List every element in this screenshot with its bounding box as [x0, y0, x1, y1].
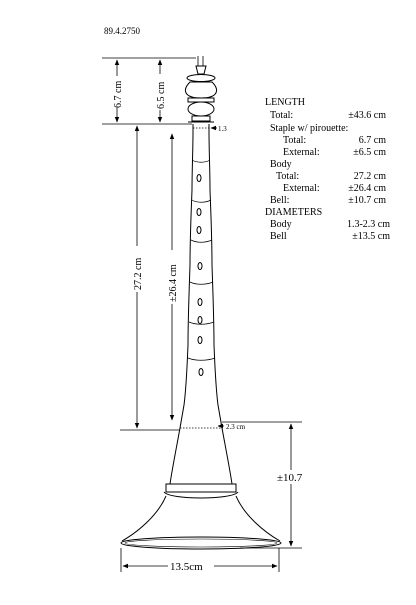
- dimension-lines: [102, 58, 302, 572]
- body-diameter-label: 2.3 cm: [226, 423, 246, 431]
- body-heading: Body: [270, 159, 292, 170]
- bell-length-label: ±10.7: [277, 472, 303, 484]
- total-value: ±43.6 cm: [348, 110, 386, 121]
- shawm-drawing: [121, 56, 281, 549]
- staple-heading: Staple w/ pirouette:: [270, 123, 349, 134]
- staple-external-label: 6.5 cm: [156, 81, 167, 109]
- diam-body-label: Body: [270, 219, 292, 230]
- staple-total-label: 6.7 cm: [113, 80, 124, 108]
- staple-diameter-label: 1.3: [218, 125, 227, 133]
- diam-body-value: 1.3-2.3 cm: [346, 219, 390, 230]
- catalog-number: 89.4.2750: [104, 26, 140, 36]
- total-label: Total:: [270, 110, 294, 121]
- staple-external-row-label: External:: [283, 147, 320, 158]
- length-heading: LENGTH: [265, 97, 305, 108]
- body-total-label: 27.2 cm: [133, 257, 144, 290]
- diam-bell-label: Bell: [270, 231, 287, 242]
- spec-table: [265, 97, 390, 242]
- body-total-row-value: 27.2 cm: [353, 171, 386, 182]
- bell-row-value: ±10.7 cm: [348, 195, 386, 206]
- staple-external-row-value: ±6.5 cm: [353, 147, 386, 158]
- diameters-heading: DIAMETERS: [265, 207, 323, 218]
- body-external-row-value: ±26.4 cm: [348, 183, 386, 194]
- bell-row-label: Bell:: [270, 195, 290, 206]
- body-external-row-label: External:: [283, 183, 320, 194]
- body-external-label: ±26.4 cm: [168, 264, 179, 302]
- body-total-row-label: Total:: [276, 171, 300, 182]
- staple-total-row-value: 6.7 cm: [358, 135, 386, 146]
- bell-diameter-label: 13.5cm: [170, 561, 203, 573]
- diam-bell-value: ±13.5 cm: [352, 231, 390, 242]
- staple-total-row-label: Total:: [283, 135, 307, 146]
